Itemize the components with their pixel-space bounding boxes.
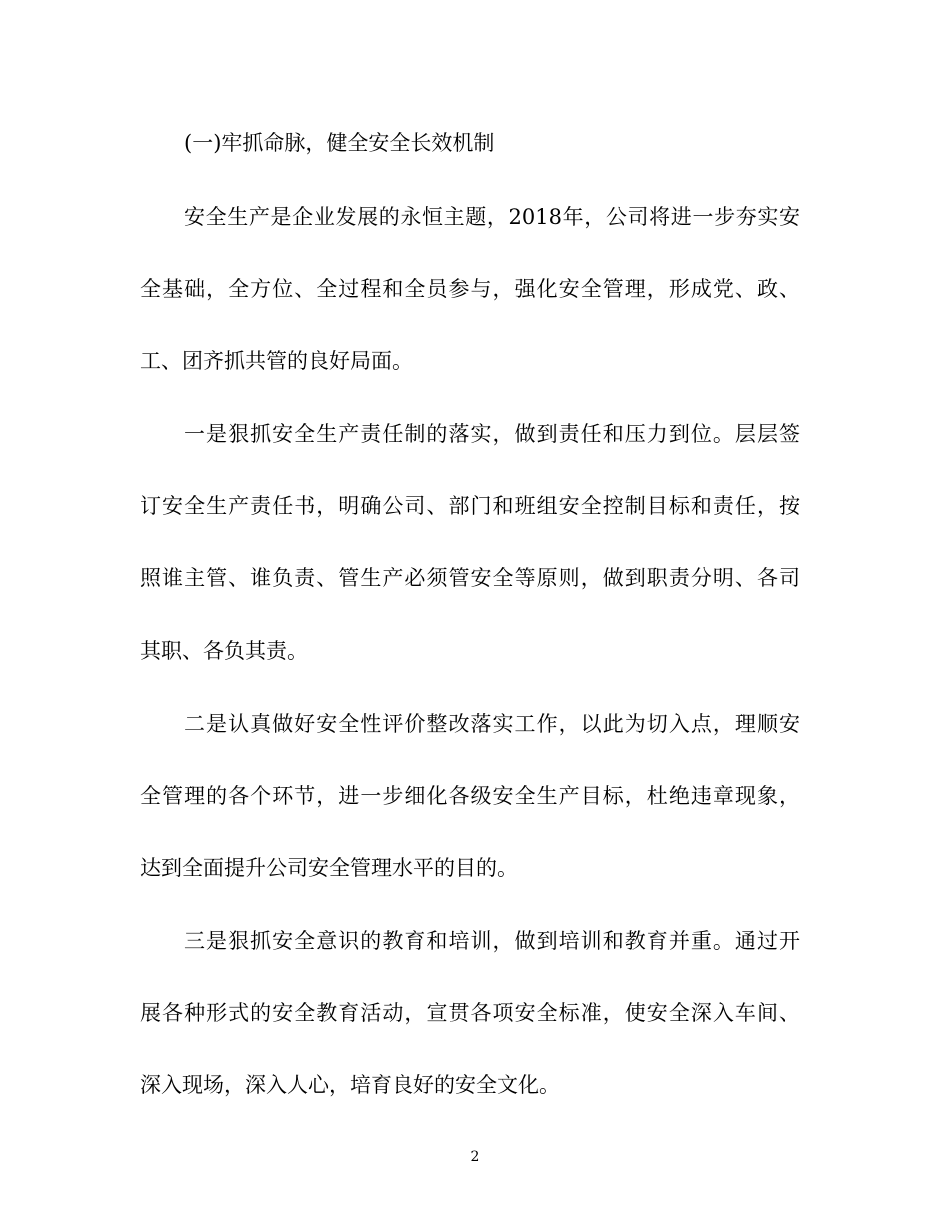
paragraph-3-line-1: 二是认真做好安全性评价整改落实工作，以此为切入点，理顺安 <box>184 712 800 736</box>
paragraph-3-line-2: 全管理的各个环节，进一步细化各级安全生产目标，杜绝违章现象， <box>140 784 800 808</box>
paragraph-4-line-1: 三是狠抓安全意识的教育和培训，做到培训和教育并重。通过开 <box>184 929 800 953</box>
paragraph-1-line-2: 全基础，全方位、全过程和全员参与，强化安全管理，形成党、政、 <box>140 277 800 301</box>
paragraph-2-line-4: 其职、各负其责。 <box>140 639 308 663</box>
paragraph-3-line-3: 达到全面提升公司安全管理水平的目的。 <box>140 856 518 880</box>
paragraph-4-line-3: 深入现场，深入人心，培育良好的安全文化。 <box>140 1073 560 1097</box>
paragraph-2-line-2: 订安全生产责任书，明确公司、部门和班组安全控制目标和责任，按 <box>140 494 800 518</box>
page-number: 2 <box>470 1149 480 1165</box>
section-heading: (一)牢抓命脉，健全安全长效机制 <box>184 131 495 155</box>
paragraph-4-line-2: 展各种形式的安全教育活动，宣贯各项安全标准，使安全深入车间、 <box>140 1001 800 1025</box>
paragraph-2-line-3: 照谁主管、谁负责、管生产必须管安全等原则，做到职责分明、各司 <box>140 566 800 590</box>
paragraph-2-line-1: 一是狠抓安全生产责任制的落实，做到责任和压力到位。层层签 <box>184 422 800 446</box>
paragraph-1-line-3: 工、团齐抓共管的良好局面。 <box>140 349 413 373</box>
paragraph-1-line-1: 安全生产是企业发展的永恒主题，2018年，公司将进一步夯实安 <box>184 205 800 229</box>
